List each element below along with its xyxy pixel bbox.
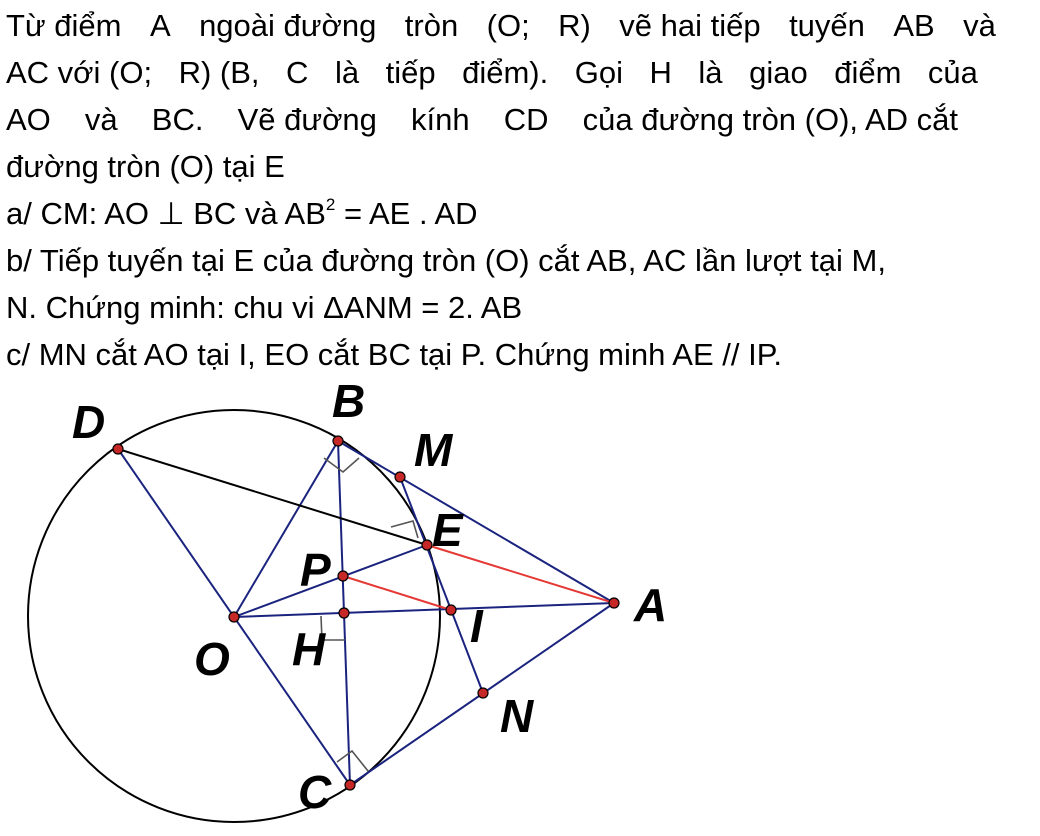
part-a-prefix: a/ CM: AO ⊥ BC và AB [6, 196, 326, 231]
point-E [422, 540, 432, 550]
segment-AO [234, 603, 614, 617]
word: C [286, 55, 309, 90]
word: của đường tròn (O), AD cắt [582, 102, 958, 137]
point-D [113, 444, 123, 454]
word: kính [411, 102, 470, 137]
word: Từ điểm [6, 8, 122, 43]
word: là [334, 55, 360, 90]
word: H [649, 55, 672, 90]
word: Gọi [574, 55, 623, 90]
word: điểm [834, 55, 902, 90]
label-I: I [470, 600, 483, 652]
point-H [339, 608, 349, 618]
label-E: E [432, 504, 463, 556]
label-B: B [332, 375, 366, 427]
point-P [338, 571, 348, 581]
problem-line-4: đường tròn (O) tại E [6, 149, 285, 184]
part-b-line-2: N. Chứng minh: chu vi ΔANM = 2. AB [6, 290, 523, 325]
label-P: P [300, 544, 331, 596]
word: (O; [486, 8, 530, 43]
part-a-superscript: 2 [325, 195, 336, 214]
part-c: c/ MN cắt AO tại I, EO cắt BC tại P. Chứng minh AE // IP. [6, 337, 782, 372]
word: A [149, 8, 171, 43]
part-a-suffix: = AE . AD [335, 196, 478, 231]
point-B [333, 436, 343, 446]
point-M [395, 472, 405, 482]
point-C [345, 780, 355, 790]
word: Vẽ đường [237, 102, 377, 137]
label-D: D [72, 396, 106, 448]
label-O: O [194, 633, 230, 685]
word: R) (B, [178, 55, 260, 90]
word: AC với (O; [6, 55, 153, 90]
label-A: A [634, 579, 668, 631]
label-H: H [292, 623, 326, 675]
word: BC. [151, 102, 204, 137]
word: điểm). [462, 55, 549, 90]
point-N [478, 688, 488, 698]
word: và [84, 102, 118, 137]
point-A [609, 598, 619, 608]
word: CD [503, 102, 549, 137]
word: tiếp [385, 55, 436, 90]
part-b-line-1: b/ Tiếp tuyến tại E của đường tròn (O) cắt AB, AC lần lượt tại M, [6, 243, 886, 278]
point-O [229, 612, 239, 622]
word: tuyến [789, 8, 865, 43]
word: ngoài đường [199, 8, 377, 43]
word: AO [6, 102, 51, 137]
word: và [963, 8, 996, 43]
right-angle-mark-B [324, 458, 359, 472]
label-C: C [298, 766, 332, 818]
word: là [698, 55, 723, 90]
word: của [927, 55, 978, 90]
segment-DE [118, 449, 427, 545]
word: vẽ hai tiếp [619, 8, 761, 43]
word: giao [749, 55, 808, 90]
word: tròn [404, 8, 459, 43]
segment-PI [343, 576, 451, 610]
point-I [446, 605, 456, 615]
segment-AB [338, 441, 614, 603]
label-N: N [500, 690, 534, 742]
word: R) [558, 8, 591, 43]
right-angle-mark-C [337, 751, 368, 771]
word: AB [893, 8, 935, 43]
label-M: M [414, 424, 453, 476]
